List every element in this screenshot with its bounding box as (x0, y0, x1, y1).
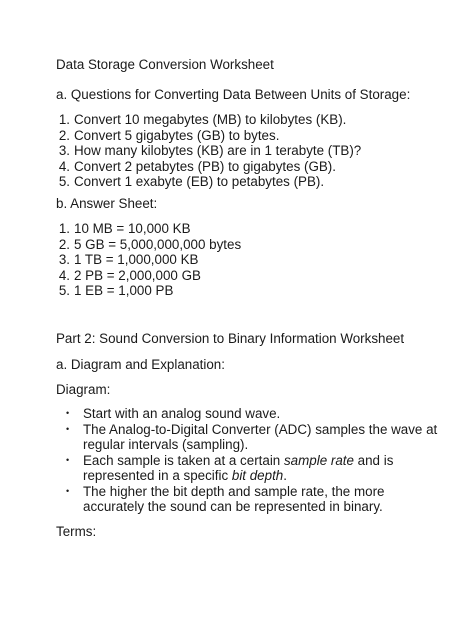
answer-text: 1 EB = 1,000 PB (74, 283, 174, 298)
bullet-icon: • (66, 454, 70, 465)
question-item (56, 143, 361, 159)
bullet-item (66, 406, 446, 422)
answer-text: 1 TB = 1,000,000 KB (74, 252, 199, 267)
question-item (56, 112, 361, 128)
answer-item (56, 252, 241, 268)
question-text: Convert 1 exabyte (EB) to petabytes (PB). (74, 174, 325, 189)
bullet-icon: • (66, 485, 70, 496)
bullet-item (66, 484, 446, 515)
answer-item (56, 221, 241, 237)
bullet-icon: • (66, 423, 70, 434)
question-item (56, 128, 361, 144)
question-item (56, 159, 361, 175)
bullet-text-pre: Each sample is taken at a certain (83, 452, 284, 468)
answers-list (56, 221, 241, 299)
answer-item (56, 268, 241, 284)
bullet-text: The higher the bit depth and sample rate, the more accurately the sound can be represented in binary. (83, 483, 385, 514)
answer-number: 2. (58, 236, 70, 252)
question-text: How many kilobytes (KB) are in 1 terabyte (TB)? (74, 143, 362, 158)
answer-text: 5 GB = 5,000,000,000 bytes (74, 236, 242, 252)
sample-rate-term: sample rate (283, 452, 354, 468)
answer-item (56, 237, 241, 253)
bullet-icon: • (66, 408, 70, 418)
diagram-label: Diagram: (56, 382, 111, 397)
page-title: Data Storage Conversion Worksheet (56, 57, 274, 72)
bullet-item (66, 453, 446, 484)
question-text: Convert 5 gigabytes (GB) to bytes. (74, 127, 280, 143)
question-number: 2. (58, 127, 70, 143)
question-text: Convert 10 megabytes (MB) to kilobytes (KB). (74, 112, 347, 127)
part2-title: Part 2: Sound Conversion to Binary Information Worksheet (56, 331, 405, 346)
bullet-text-mid: and is represented in a specific (83, 452, 394, 483)
questions-list (56, 112, 361, 190)
question-item (56, 174, 361, 190)
section-a-heading: a. Questions for Converting Data Between Units of Storage: (56, 87, 411, 102)
section-b-heading: b. Answer Sheet: (56, 196, 158, 211)
question-number: 1. (58, 112, 70, 127)
question-number: 5. (58, 174, 70, 189)
bullet-text: The Analog-to-Digital Converter (ADC) samples the wave at regular intervals (sampling). (83, 421, 438, 452)
answer-number: 5. (58, 283, 70, 298)
answer-number: 1. (58, 221, 70, 236)
bullet-item (66, 422, 446, 453)
answer-number: 3. (58, 252, 70, 267)
answer-text: 2 PB = 2,000,000 GB (74, 267, 201, 283)
answer-item (56, 283, 241, 299)
question-text: Convert 2 petabytes (PB) to gigabytes (GB). (74, 158, 336, 174)
answer-text: 10 MB = 10,000 KB (74, 221, 191, 236)
bullet-text: Start with an analog sound wave. (83, 406, 281, 421)
question-number: 3. (58, 143, 70, 158)
question-number: 4. (58, 158, 70, 174)
terms-label: Terms: (56, 524, 97, 539)
part2-a-heading: a. Diagram and Explanation: (56, 357, 225, 372)
bit-depth-term: bit depth (231, 468, 284, 483)
diagram-bullet-list (66, 406, 446, 515)
bullet-text-post: . (283, 468, 287, 483)
answer-number: 4. (58, 267, 70, 283)
